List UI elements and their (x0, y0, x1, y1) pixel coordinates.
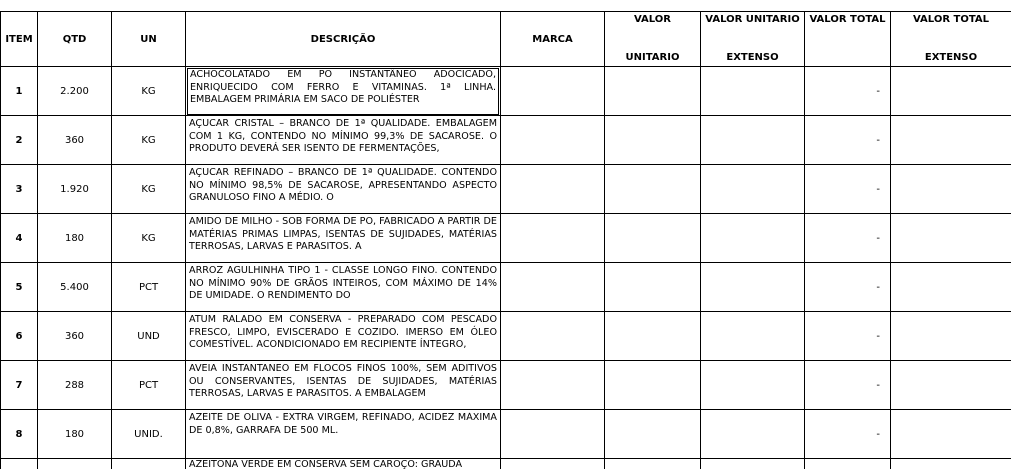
cell-un[interactable]: KG (112, 214, 186, 263)
cell-marca[interactable] (501, 361, 605, 410)
table-row-partial (1, 459, 1011, 469)
cell-valor-unitario[interactable] (605, 263, 701, 312)
descricao-text: ARROZ AGULHINHA TIPO 1 - CLASSE LONGO FINO. CONTENDO NO MÍNIMO 90% DE GRÃOS INTEIROS, COM MÁXIMO DE 14% DE UMIDADE. O RENDIMENTO DO (187, 265, 499, 310)
cell-item[interactable]: 2 (1, 116, 38, 165)
header-valor-unitario-line2: UNITARIO (605, 52, 700, 64)
cell-valor-unitario-extenso[interactable] (701, 312, 805, 361)
cell-valor-unitario-extenso[interactable] (701, 67, 805, 116)
table-row (1, 361, 1011, 410)
cell-valor-total[interactable]: - (805, 361, 891, 410)
cell-qtd[interactable]: 360 (38, 312, 112, 361)
cell-item[interactable]: 4 (1, 214, 38, 263)
cell-valor-total-extenso[interactable] (891, 214, 1011, 263)
cell-descricao[interactable] (186, 165, 501, 214)
header-descricao[interactable]: DESCRIÇÃO (186, 12, 501, 67)
cell-valor-total[interactable]: - (805, 165, 891, 214)
cell-marca[interactable] (501, 410, 605, 459)
cell-valor-unitario-extenso[interactable] (701, 214, 805, 263)
descricao-text: AZEITE DE OLIVA - EXTRA VIRGEM, REFINADO, ACIDEZ MÁXIMA DE 0,8%, GARRAFA DE 500 ML. (187, 412, 499, 457)
cell-valor-total[interactable]: - (805, 67, 891, 116)
descricao-text: AÇÚCAR REFINADO – BRANCO DE 1ª QUALIDADE. CONTENDO NO MÍNIMO 98,5% DE SACAROSE, APRESENTANDO ASPECTO GRANULOSO FINO A MÉDIO. O (187, 167, 499, 212)
header-row (1, 12, 1011, 67)
cell-qtd[interactable]: 288 (38, 361, 112, 410)
header-qtd[interactable]: QTD (38, 12, 112, 67)
descricao-text: ACHOCOLATADO EM PÓ INSTANTÂNEO ADOCICADO, ENRIQUECIDO COM FERRO E VITAMINAS. 1ª LINHA. EMBALAGEM PRIMÁRIA EM SACO DE POLIÉSTER (187, 68, 499, 115)
header-marca[interactable]: MARCA (501, 12, 605, 67)
cell-valor-total-extenso[interactable] (891, 312, 1011, 361)
table-row (1, 263, 1011, 312)
header-valor-unitario-extenso[interactable] (701, 12, 805, 67)
cell-valor-unitario[interactable] (605, 361, 701, 410)
table-row (1, 214, 1011, 263)
cell-valor-total-extenso[interactable] (891, 67, 1011, 116)
cell-qtd[interactable] (38, 459, 112, 469)
cell-valor-unitario-extenso[interactable] (701, 165, 805, 214)
table-row (1, 410, 1011, 459)
cell-un[interactable]: KG (112, 67, 186, 116)
cell-un[interactable]: PCT (112, 361, 186, 410)
cell-qtd[interactable]: 5.400 (38, 263, 112, 312)
cell-marca[interactable] (501, 116, 605, 165)
header-valor-total-extenso-line1: VALOR TOTAL (891, 14, 1011, 26)
cell-descricao[interactable] (186, 459, 501, 469)
cell-valor-unitario-extenso[interactable] (701, 459, 805, 469)
cell-valor-total[interactable]: - (805, 410, 891, 459)
cell-qtd[interactable]: 2.200 (38, 67, 112, 116)
cell-valor-unitario[interactable] (605, 312, 701, 361)
descricao-text: AZEITONA VERDE EM CONSERVA SEM CAROÇO: GRAÚDA (187, 459, 499, 469)
cell-item[interactable]: 3 (1, 165, 38, 214)
header-valor-unitario-line1: VALOR (605, 14, 700, 26)
cell-descricao[interactable] (186, 67, 501, 116)
cell-valor-total-extenso[interactable] (891, 165, 1011, 214)
cell-valor-total[interactable]: - (805, 116, 891, 165)
cell-qtd[interactable]: 180 (38, 214, 112, 263)
cell-valor-total[interactable]: - (805, 263, 891, 312)
cell-item[interactable] (1, 459, 38, 469)
cell-descricao[interactable] (186, 410, 501, 459)
cell-valor-unitario[interactable] (605, 67, 701, 116)
cell-valor-unitario[interactable] (605, 214, 701, 263)
cell-item[interactable]: 5 (1, 263, 38, 312)
cell-descricao[interactable] (186, 263, 501, 312)
cell-item[interactable]: 8 (1, 410, 38, 459)
cell-descricao[interactable] (186, 312, 501, 361)
cell-item[interactable]: 7 (1, 361, 38, 410)
cell-valor-unitario[interactable] (605, 116, 701, 165)
header-valor-unitario-extenso-line1: VALOR UNITARIO (701, 14, 804, 26)
cell-marca[interactable] (501, 312, 605, 361)
header-valor-unitario[interactable] (605, 12, 701, 67)
header-valor-total[interactable] (805, 12, 891, 67)
cell-descricao[interactable] (186, 361, 501, 410)
cell-valor-total-extenso[interactable] (891, 263, 1011, 312)
spreadsheet (0, 11, 1011, 469)
cell-valor-unitario-extenso[interactable] (701, 361, 805, 410)
cell-un[interactable]: PCT (112, 263, 186, 312)
cell-un[interactable] (112, 459, 186, 469)
descricao-text: ATUM RALADO EM CONSERVA - PREPARADO COM PESCADO FRESCO, LIMPO, EVISCERADO E COZIDO. IMERSO EM ÓLEO COMESTÍVEL. ACONDICIONADO EM RECIPIENTE ÍNTEGRO, (187, 314, 499, 359)
cell-valor-unitario-extenso[interactable] (701, 263, 805, 312)
cell-descricao[interactable] (186, 214, 501, 263)
cell-qtd[interactable]: 180 (38, 410, 112, 459)
cell-un[interactable]: KG (112, 165, 186, 214)
table-row (1, 67, 1011, 116)
cell-marca[interactable] (501, 214, 605, 263)
cell-valor-total[interactable]: - (805, 312, 891, 361)
descricao-text: AVEIA INSTANTANEO EM FLOCOS FINOS 100%, SEM ADITIVOS OU CONSERVANTES, ISENTAS DE SUJIDADES, MATÉRIAS TERROSAS, LARVAS E PARASITOS. A EMBALAGEM (187, 363, 499, 408)
cell-marca[interactable] (501, 165, 605, 214)
cell-valor-unitario-extenso[interactable] (701, 410, 805, 459)
cell-valor-total-extenso[interactable] (891, 361, 1011, 410)
cell-valor-unitario[interactable] (605, 165, 701, 214)
cell-marca[interactable] (501, 459, 605, 469)
table-row (1, 165, 1011, 214)
table-row (1, 116, 1011, 165)
cell-valor-total-extenso[interactable] (891, 459, 1011, 469)
header-valor-total-line1: VALOR TOTAL (805, 14, 890, 26)
cell-valor-unitario-extenso[interactable] (701, 116, 805, 165)
cell-qtd[interactable]: 1.920 (38, 165, 112, 214)
header-valor-total-extenso[interactable] (891, 12, 1011, 67)
cell-valor-total[interactable] (805, 459, 891, 469)
header-valor-total-extenso-line2: EXTENSO (891, 52, 1011, 64)
cell-item[interactable]: 6 (1, 312, 38, 361)
header-un[interactable]: UN (112, 12, 186, 67)
descricao-text: AÇÚCAR CRISTAL – BRANCO DE 1ª QUALIDADE. EMBALAGEM COM 1 KG, CONTENDO NO MÍNIMO 99,3% DE SACAROSE. O PRODUTO DEVERÁ SER ISENTO DE FERMENTAÇÕES, (187, 118, 499, 163)
table-row (1, 312, 1011, 361)
cell-descricao[interactable] (186, 116, 501, 165)
items-table (0, 11, 1011, 469)
cell-item[interactable]: 1 (1, 67, 38, 116)
cell-un[interactable]: UNID. (112, 410, 186, 459)
header-item[interactable]: ITEM (1, 12, 38, 67)
cell-marca[interactable] (501, 263, 605, 312)
cell-un[interactable]: KG (112, 116, 186, 165)
cell-valor-total[interactable]: - (805, 214, 891, 263)
cell-marca[interactable] (501, 67, 605, 116)
cell-valor-total-extenso[interactable] (891, 410, 1011, 459)
descricao-text: AMIDO DE MILHO - SOB FORMA DE PÓ, FABRICADO A PARTIR DE MATÉRIAS PRIMAS LIMPAS, ISENTAS DE SUJIDADES, MATÉRIAS TERROSAS, LARVAS E PARASITOS. A (187, 216, 499, 261)
cell-qtd[interactable]: 360 (38, 116, 112, 165)
header-valor-unitario-extenso-line2: EXTENSO (701, 52, 804, 64)
cell-valor-unitario[interactable] (605, 410, 701, 459)
cell-valor-total-extenso[interactable] (891, 116, 1011, 165)
cell-un[interactable]: UND (112, 312, 186, 361)
cell-valor-unitario[interactable] (605, 459, 701, 469)
